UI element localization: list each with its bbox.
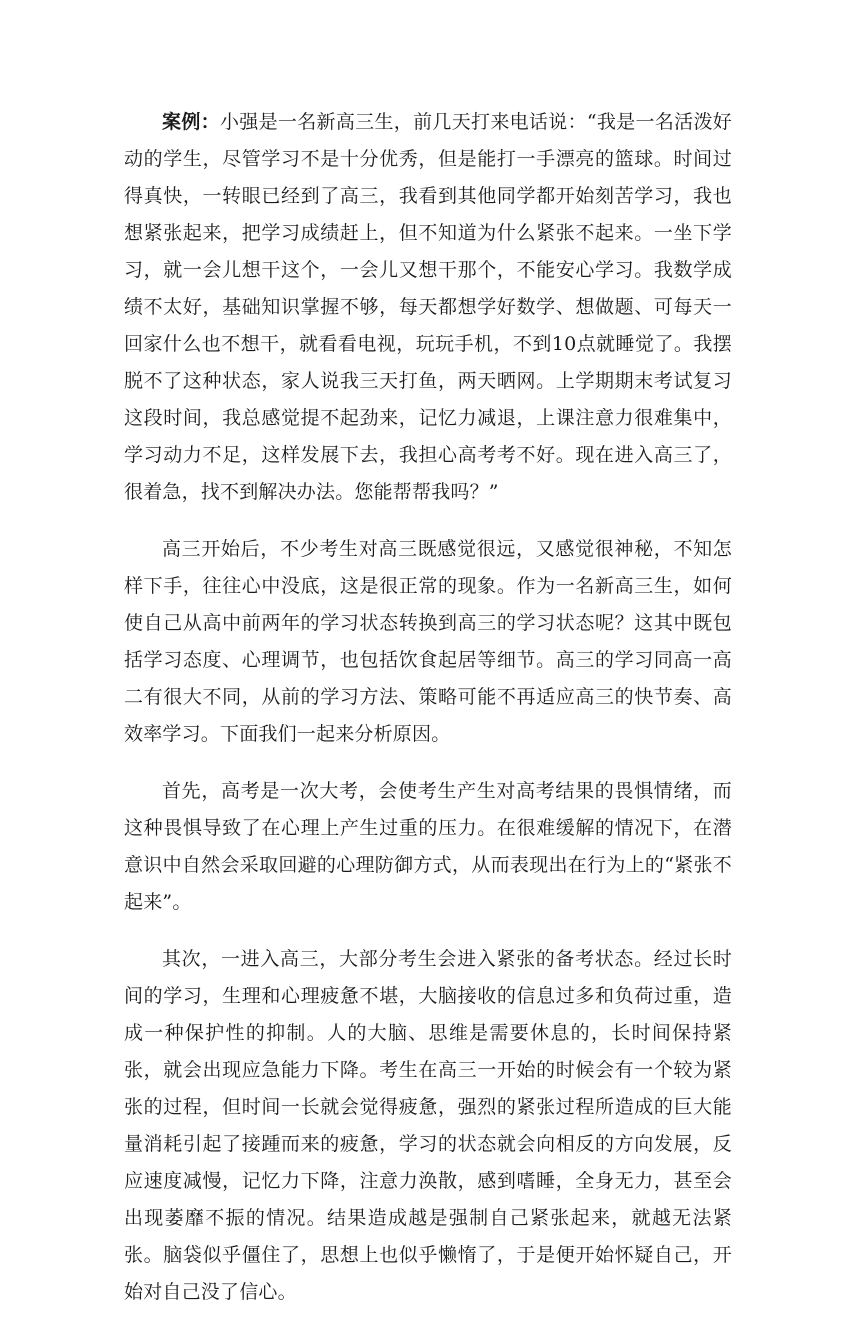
paragraph-intro: 高三开始后，不少考生对高三既感觉很远，又感觉很神秘，不知怎样下手，往往心中没底，这是很正常的现象。作为一名新高三生，如何使自己从高中前两年的学习状态转换到高三的学习状态呢？这其中既包括学习态度、心理调节，也包括饮食起居等细节。高三的学习同高一高二有很大不同，从前的学习方法、策略可能不再适应高三的快节奏、高效率学习。下面我们一起来分析原因。 (124, 538, 732, 745)
case-label: 案例： (162, 111, 220, 133)
paragraph-second-reason: 其次，一进入高三，大部分考生会进入紧张的备考状态。经过长时间的学习，生理和心理疲惫不堪，大脑接收的信息过多和负荷过重，造成一种保护性的抑制。人的大脑、思维是需要休息的，长时间保持紧张，就会出现应急能力下降。考生在高三一开始的时候会有一个较为紧张的过程，但时间一长就会觉得疲惫，强烈的紧张过程所造成的巨大能量消耗引起了接踵而来的疲惫，学习的状态就会向相反的方向发展，反应速度减慢，记忆力下降，注意力涣散，感到嗜睡，全身无力，甚至会出现萎靡不振的情况。结果造成越是强制自己紧张起来，就越无法紧张。脑袋似乎僵住了，思想上也似乎懒惰了，于是便开始怀疑自己，开始对自己没了信心。 (124, 948, 732, 1303)
case-paragraph (124, 104, 732, 511)
case-text: 小强是一名新高三生，前几天打来电话说：“我是一名活泼好动的学生，尽管学习不是十分优秀，但是能打一手漂亮的篮球。时间过得真快，一转眼已经到了高三，我看到其他同学都开始刻苦学习，我也想紧张起来，把学习成绩赶上，但不知道为什么紧张不起来。一坐下学习，就一会儿想干这个，一会儿又想干那个，不能安心学习。我数学成绩不太好，基础知识掌握不够，每天都想学好数学、想做题、可每天一回家什么也不想干，就看看电视，玩玩手机，不到10点就睡觉了。我摆脱不了这种状态，家人说我三天打鱼，两天晒网。上学期期末考试复习这段时间，我总感觉提不起劲来，记忆力减退，上课注意力很难集中，学习动力不足，这样发展下去，我担心高考考不好。现在进入高三了，很着急，找不到解决办法。您能帮帮我吗？” (124, 111, 732, 503)
paragraph-first-reason: 首先，高考是一次大考，会使考生产生对高考结果的畏惧情绪，而这种畏惧导致了在心理上产生过重的压力。在很难缓解的情况下，在潜意识中自然会采取回避的心理防御方式，从而表现出在行为上的“紧张不起来”。 (124, 780, 732, 913)
document-page (124, 104, 732, 1331)
